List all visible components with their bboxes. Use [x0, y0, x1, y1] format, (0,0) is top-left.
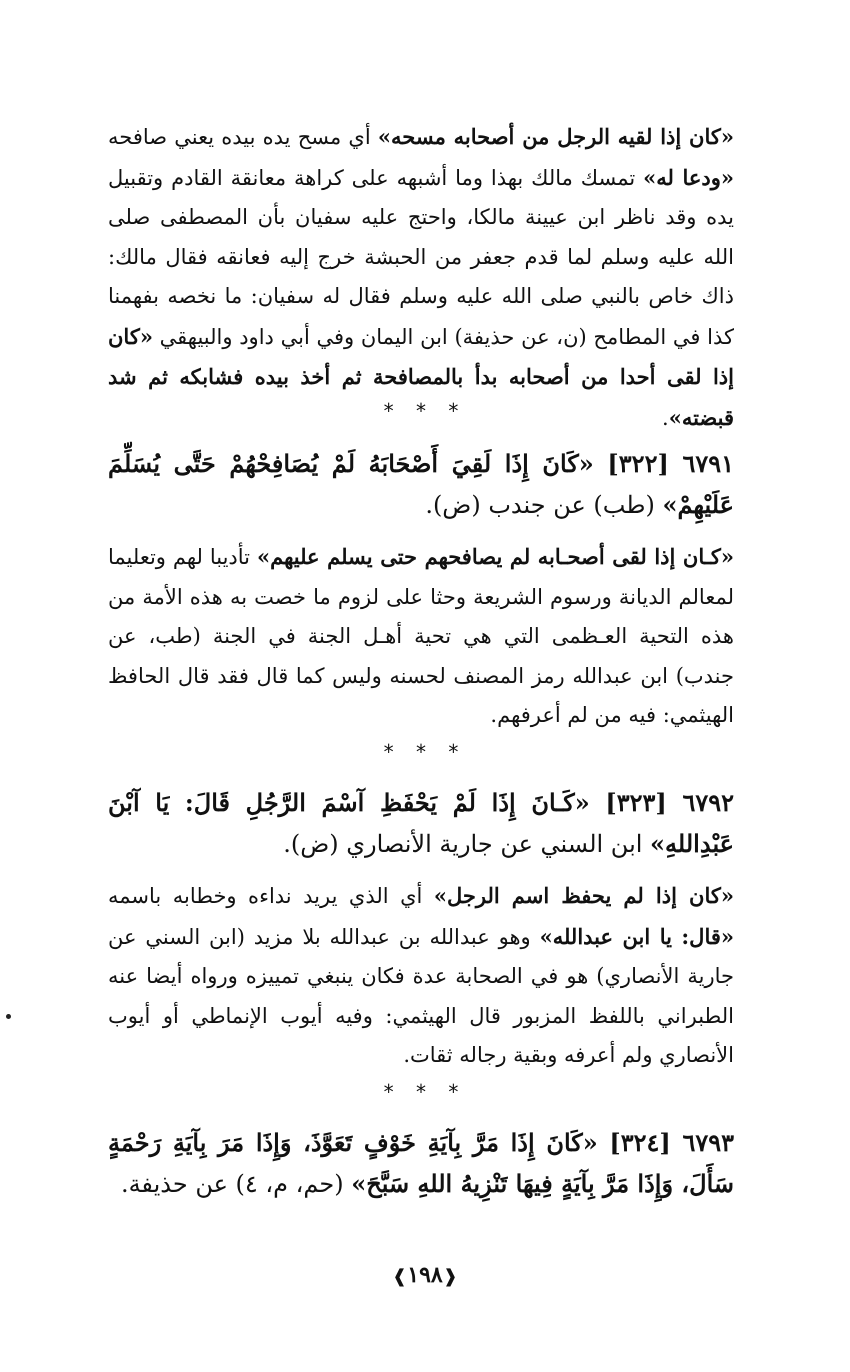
body-text: (طب) عن جندب (ض). — [425, 490, 663, 519]
hadith-text — [108, 444, 734, 525]
hadith-6791 — [108, 444, 734, 525]
quoted-text: «ودعا له» — [643, 164, 735, 190]
body-text: (حم، م، ٤) عن حذيفة. — [120, 1169, 352, 1198]
paragraph — [108, 117, 734, 438]
quoted-text: «كان إذا لقى أحدا من أصحابه بدأ بالمصافحة ثم أخذ بيده فشابكه ثم شد قبضته» — [108, 323, 734, 430]
body-text: ابن السني عن جارية الأنصاري (ض). — [283, 829, 651, 858]
quoted-text: «كان إذا لقيه الرجل من أصحابه مسحه» — [377, 124, 734, 149]
commentary-6791 — [108, 537, 734, 736]
commentary-paragraph-intro — [108, 117, 734, 438]
quoted-text: ٦٧٩١ [٣٢٢] «كَانَ إِذَا لَقِيَ أَصْحَابَهُ لَمْ يُصَافِحْهُمْ حَتَّى يُسَلِّمَ عَلَيْهِمْ» — [108, 449, 734, 519]
body-text: تمسك مالك بهذا وما أشبهه على كراهة معانقة القادم وتقبيل يده وقد ناظر ابن عيينة مالكا، واحتج عليه سفيان بأن المصطفى صلى الله عليه وسلم لما قدم جعفر من الحبشة خرج إليه فعانقه فقال مالك: ذاك خاص بالنبي صلى الله عليه وسلم فقال له سفيان: ما نخصه بفهمنا كذا في المطامح (ن، عن حذيفة) ابن اليمان وفي أبي داود والبيهقي — [108, 165, 734, 349]
body-text: . — [662, 405, 669, 430]
body-text: أي مسح يده بيده يعني صافحه — [108, 125, 378, 149]
quoted-text: «كـان إذا لقى أصحـابه لم يصافحهم حتى يسلم عليهم» — [256, 544, 735, 569]
section-separator: * * * — [383, 399, 467, 423]
page-number — [0, 1262, 850, 1288]
quoted-text: ٦٧٩٣ [٣٢٤] «كَانَ إِذَا مَرَّ بِآيَةِ خَوْفٍ تَعَوَّذَ، وَإِذَا مَرَ بِآيَةِ رَحْمَةٍ سَأَلَ، وَإِذَا مَرَّ بِآيَةٍ فِيهَا تَنْزِيهُ اللهِ سَبَّحَ» — [108, 1128, 734, 1198]
section-separator: * * * — [383, 1080, 467, 1104]
paragraph — [108, 537, 734, 736]
page-number-value: ١٩٨ — [407, 1262, 443, 1288]
section-separator: * * * — [383, 740, 467, 764]
quoted-text: «كان إذا لم يحفظ اسم الرجل» — [433, 883, 735, 908]
hadith-text — [108, 1123, 734, 1204]
hadith-text — [108, 783, 734, 864]
body-text: وهو عبدالله بن عبدالله بلا مزيد (ابن السني عن جارية الأنصاري) هو في الصحابة عدة فكان ينبغي تمييزه ورواه أيضا عنه الطبراني باللفظ المزبور قال الهيثمي: وفيه أيوب الإنماطي أو أيوب الأنصاري ولم أعرفه وبقية رجاله ثقات. — [108, 924, 734, 1067]
ornament-left-icon: ❱ — [392, 1266, 408, 1287]
hadith-6793 — [108, 1123, 734, 1204]
commentary-6792 — [108, 876, 734, 1076]
quoted-text: «قال: يا ابن عبدالله» — [539, 923, 735, 949]
body-text: أي الذي يريد نداءه وخطابه باسمه — [108, 884, 434, 908]
margin-dot — [6, 1014, 11, 1019]
quoted-text: ٦٧٩٢ [٣٢٣] «كَـانَ إِذَا لَمْ يَحْفَظِ آسْمَ الرَّجُلِ قَالَ: يَا آبْنَ عَبْدِاللهِ» — [108, 788, 734, 858]
paragraph — [108, 876, 734, 1076]
body-text: تأديبا لهم وتعليما لمعالم الديانة ورسوم الشريعة وحثا على لزوم ما خصت به هذه الأمة من هذه التحية العـظمى التي هي تحية أهـل الجنة في الجنة (طب، عن جندب) ابن عبدالله رمز المصنف لحسنه وليس كما قال فقد قال الحافظ الهيثمي: فيه من لم أعرفهم. — [108, 545, 734, 727]
ornament-right-icon: ❰ — [442, 1266, 458, 1287]
hadith-6792 — [108, 783, 734, 864]
